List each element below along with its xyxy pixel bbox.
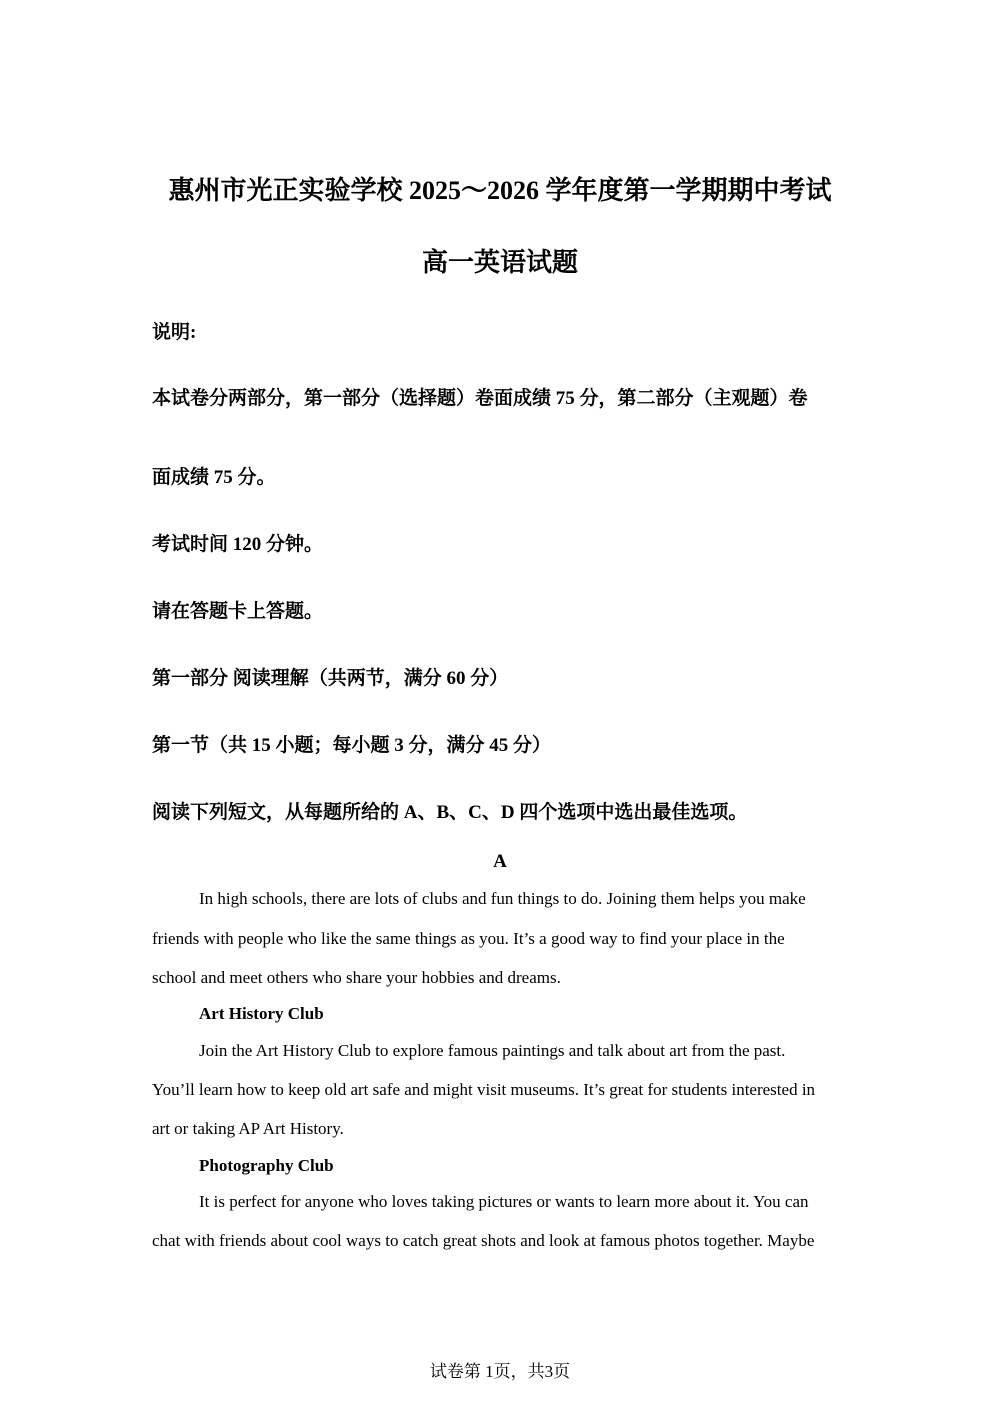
passage-line: Join the Art History Club to explore famous paintings and talk about art from the past.: [199, 1041, 786, 1060]
exam-time: 考试时间 120 分钟。: [152, 534, 324, 555]
passage-line: school and meet others who share your hobbies and dreams.: [152, 968, 561, 987]
instructions-line: 面成绩 75 分。: [152, 467, 276, 488]
passage-line: chat with friends about cool ways to catch great shots and look at famous photos together. Maybe: [152, 1231, 815, 1250]
passage-label: A: [493, 851, 507, 872]
passage-line: In high schools, there are lots of clubs and fun things to do. Joining them helps you make: [199, 889, 806, 908]
club-heading: Photography Club: [199, 1156, 334, 1175]
part-title: 第一部分 阅读理解（共两节，满分 60 分）: [152, 668, 509, 689]
answer-instruction: 请在答题卡上答题。: [152, 601, 324, 622]
section-directions: 阅读下列短文，从每题所给的 A、B、C、D 四个选项中选出最佳选项。: [152, 802, 748, 823]
club-heading: Art History Club: [199, 1004, 324, 1023]
passage-line: friends with people who like the same things as you. It’s a good way to find your place in the: [152, 929, 785, 948]
exam-title: 惠州市光正实验学校 2025～2026 学年度第一学期期中考试: [168, 176, 832, 205]
exam-subtitle: 高一英语试题: [421, 248, 578, 277]
page-footer: 试卷第 1页，共3页: [429, 1362, 571, 1381]
section-title: 第一节（共 15 小题；每小题 3 分，满分 45 分）: [152, 735, 552, 756]
passage-line: You’ll learn how to keep old art safe and might visit museums. It’s great for students interested in: [152, 1080, 816, 1099]
passage-line: art or taking AP Art History.: [152, 1119, 344, 1138]
instructions-line: 本试卷分两部分，第一部分（选择题）卷面成绩 75 分，第二部分（主观题）卷: [152, 388, 808, 409]
instructions-heading: 说明:: [152, 322, 197, 343]
passage-line: It is perfect for anyone who loves taking pictures or wants to learn more about it. You can: [199, 1192, 809, 1211]
